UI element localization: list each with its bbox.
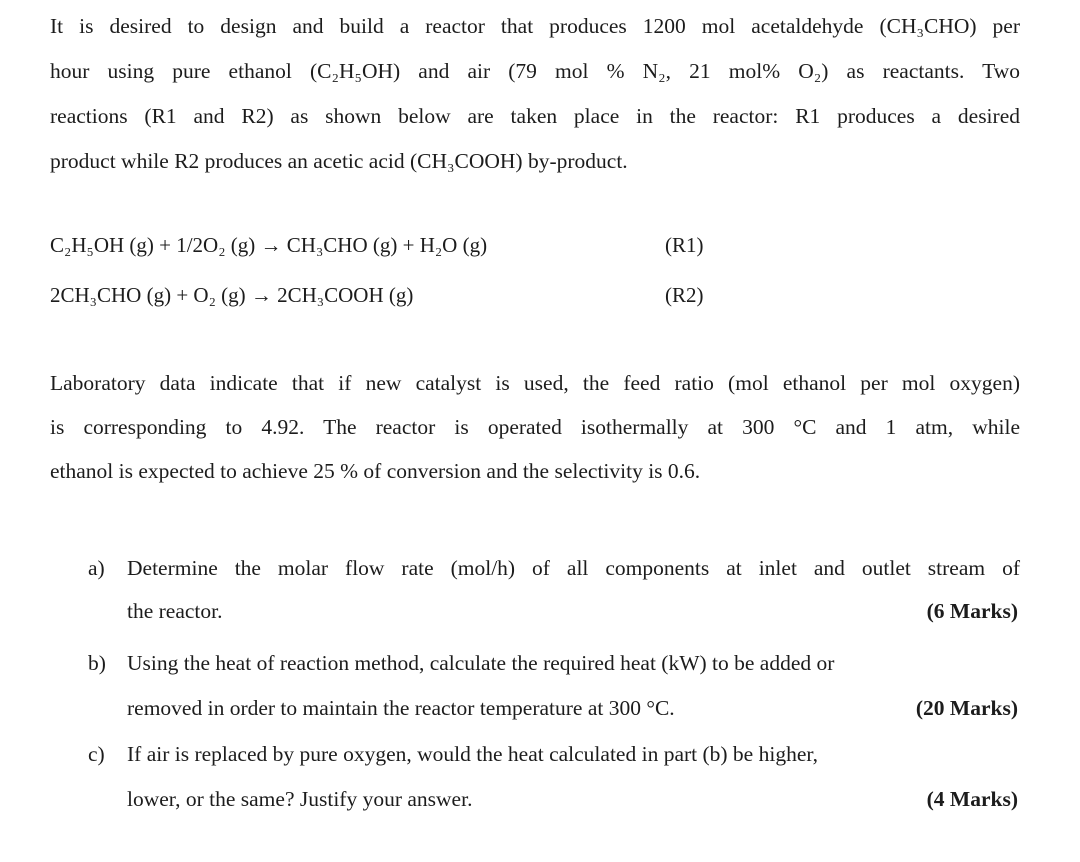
intro-line-4: product while R2 produces an acetic acid (CH₃COOH) by-product.	[50, 149, 628, 173]
question-c-label: c)	[88, 742, 105, 766]
reaction-r1-tag: (R1)	[665, 233, 704, 257]
question-b-label: b)	[88, 651, 106, 675]
question-b-line-1: Using the heat of reaction method, calculate the required heat (kW) to be added or	[127, 651, 835, 675]
intro-line-1: It is desired to design and build a reactor that produces 1200 mol acetaldehyde (CH₃CHO) per	[50, 14, 1020, 38]
question-a-label: a)	[88, 556, 105, 580]
question-c-marks: (4 Marks)	[926, 787, 1018, 811]
reaction-r2-tag: (R2)	[665, 283, 704, 307]
reaction-r2-equation: 2CH₃CHO (g) + O₂ (g) → 2CH₃COOH (g)	[50, 283, 414, 307]
lab-line-3: ethanol is expected to achieve 25 % of conversion and the selectivity is 0.6.	[50, 459, 701, 483]
lab-line-2: is corresponding to 4.92. The reactor is operated isothermally at 300 °C and 1 atm, while	[50, 415, 1020, 439]
question-c-line-2: lower, or the same? Justify your answer.	[127, 787, 473, 811]
question-a-marks: (6 Marks)	[926, 599, 1018, 623]
question-c-line-1: If air is replaced by pure oxygen, would the heat calculated in part (b) be higher,	[127, 742, 819, 766]
intro-line-3: reactions (R1 and R2) as shown below are taken place in the reactor: R1 produces a desired	[50, 104, 1020, 128]
question-a-line-2: the reactor.	[127, 599, 223, 623]
question-a-line-1: Determine the molar flow rate (mol/h) of all components at inlet and outlet stream of	[127, 556, 1020, 580]
reaction-r1-equation: C₂H₅OH (g) + 1/2O₂ (g) → CH₃CHO (g) + H₂O (g)	[50, 233, 488, 257]
question-b-marks: (20 Marks)	[915, 696, 1018, 720]
question-b-line-2: removed in order to maintain the reactor temperature at 300 °C.	[127, 696, 675, 720]
lab-line-1: Laboratory data indicate that if new catalyst is used, the feed ratio (mol ethanol per mol oxygen)	[50, 371, 1020, 395]
intro-line-2: hour using pure ethanol (C₂H₅OH) and air (79 mol % N₂, 21 mol% O₂) as reactants. Two	[50, 59, 1020, 83]
